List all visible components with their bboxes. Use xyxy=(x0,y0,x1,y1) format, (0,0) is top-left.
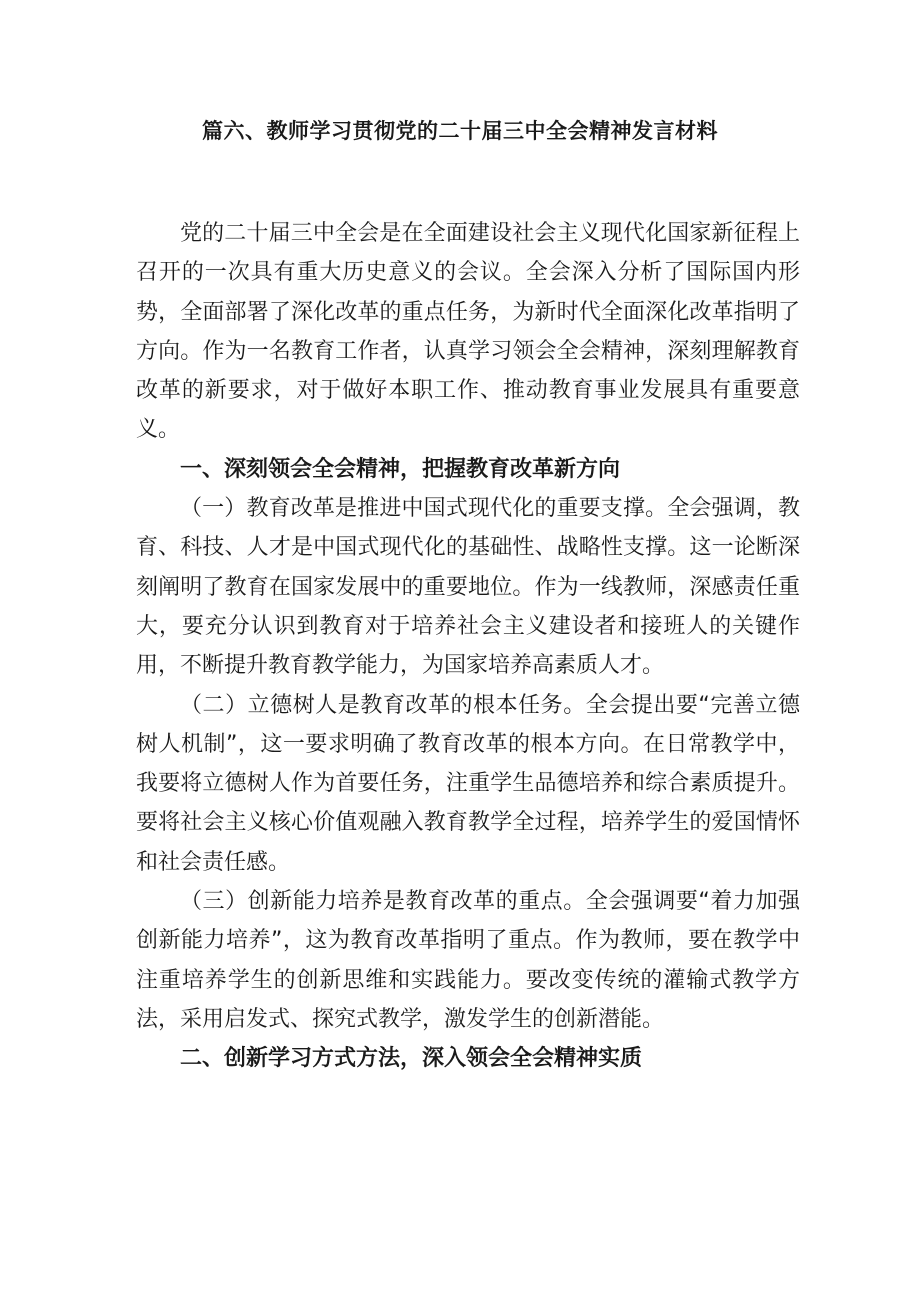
intro-paragraph: 党的二十届三中全会是在全面建设社会主义现代化国家新征程上召开的一次具有重大历史意义的会议。全会深入分析了国际国内形势，全面部署了深化改革的重点任务，为新时代全面深化改革指明了方向。作为一名教育工作者，认真学习领会全会精神，深刻理解教育改革的新要求，对于做好本职工作、推动教育事业发展具有重要意义。 xyxy=(136,221,800,443)
document-title: 篇六、教师学习贯彻党的二十届三中全会精神发言材料 xyxy=(202,119,718,143)
subsection-paragraph-2: （二）立德树人是教育改革的根本任务。全会提出要“完善立德树人机制”，这一要求明确了教育改革的根本方向。在日常教学中，我要将立德树人作为首要任务，注重学生品德培养和综合素质提升。要将社会主义核心价值观融入教育教学全过程，培养学生的爱国情怀和社会责任感。 xyxy=(136,692,800,875)
document-body xyxy=(136,214,800,1079)
section-heading-2: 二、创新学习方式方法，深入领会全会精神实质 xyxy=(180,1046,643,1072)
subsection-paragraph-3: （三）创新能力培养是教育改革的重点。全会强调要“着力加强创新能力培养”，这为教育改革指明了重点。作为教师，要在教学中注重培养学生的创新思维和实践能力。要改变传统的灌输式教学方法，采用启发式、探究式教学，激发学生的创新潜能。 xyxy=(136,889,800,1032)
section-heading-1: 一、深刻领会全会精神，把握教育改革新方向 xyxy=(180,456,621,482)
subsection-paragraph-1: （一）教育改革是推进中国式现代化的重要支撑。全会强调，教育、科技、人才是中国式现代化的基础性、战略性支撑。这一论断深刻阐明了教育在国家发展中的重要地位。作为一线教师，深感责任重大，要充分认识到教育对于培养社会主义建设者和接班人的关键作用，不断提升教育教学能力，为国家培养高素质人才。 xyxy=(136,496,800,679)
